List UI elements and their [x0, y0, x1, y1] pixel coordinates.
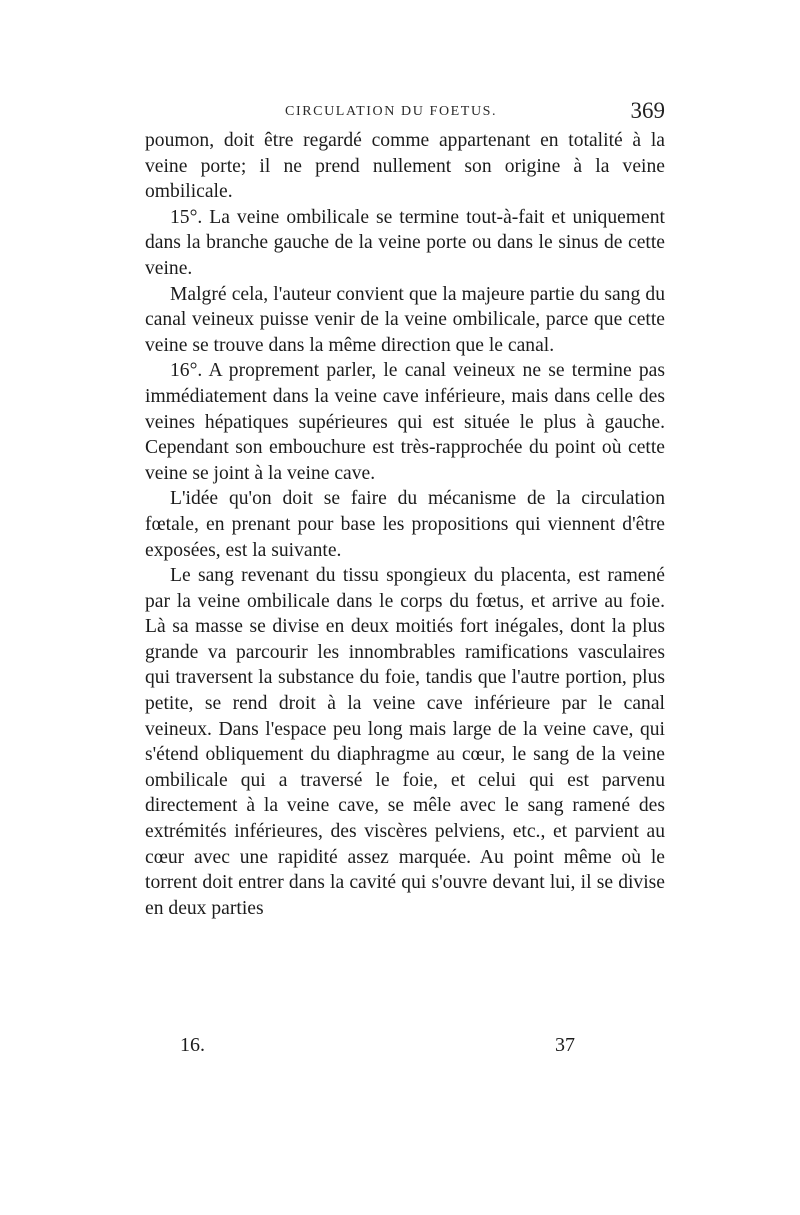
paragraph-idee: L'idée qu'on doit se faire du mécanisme de la circulation fœtale, en prenant pour base les propositions qui viennent d'être exposées, est la suivante.	[145, 488, 665, 561]
running-title: CIRCULATION DU FOETUS.	[285, 104, 498, 119]
footer-number: 37	[555, 1034, 575, 1056]
paragraph-proposition-15: 15°. La veine ombilicale se termine tout-à-fait et uniquement dans la branche gauche de la veine porte ou dans le sinus de cette veine.	[145, 206, 665, 279]
page-footer	[180, 1034, 575, 1064]
paragraph-proposition-16: 16°. A proprement parler, le canal veineux ne se termine pas immédiatement dans la veine cave inférieure, mais dans celle des veines hépatiques supérieures qui est située le plus à gauche. Cependant son embouchure est très-rapprochée du point où cette veine se joint à la veine cave.	[145, 360, 665, 484]
body-text	[145, 128, 665, 921]
page-number: 369	[630, 98, 665, 123]
paragraph-malgre: Malgré cela, l'auteur convient que la majeure partie du sang du canal veineux puisse venir de la veine ombilicale, parce que cette veine se trouve dans la même direction que le canal.	[145, 283, 665, 356]
paragraph-continuation: poumon, doit être regardé comme appartenant en totalité à la veine porte; il ne prend nullement son origine à la veine ombilicale.	[145, 130, 665, 203]
page-header	[145, 100, 665, 130]
signature-mark: 16.	[180, 1034, 205, 1056]
paragraph-sang: Le sang revenant du tissu spongieux du placenta, est ramené par la veine ombilicale dans le corps du fœtus, et arrive au foie. Là sa masse se divise en deux moitiés fort inégales, dont la plus grande va parcourir les innombrables ramifications vasculaires qui traversent la substance du foie, tandis que l'autre portion, plus petite, se rend droit à la veine cave inférieure par le canal veineux. Dans l'espace peu long mais large de la veine cave, qui s'étend obliquement du diaphragme au cœur, le sang de la veine ombilicale qui a traversé le foie, et celui qui est parvenu directement à la veine cave, se mêle avec le sang ramené des extrémités inférieures, des viscères pelviens, etc., et parvient au cœur avec une rapidité assez marquée. Au point même où le torrent doit entrer dans la cavité qui s'ouvre devant lui, il se divise en deux parties	[145, 565, 665, 919]
